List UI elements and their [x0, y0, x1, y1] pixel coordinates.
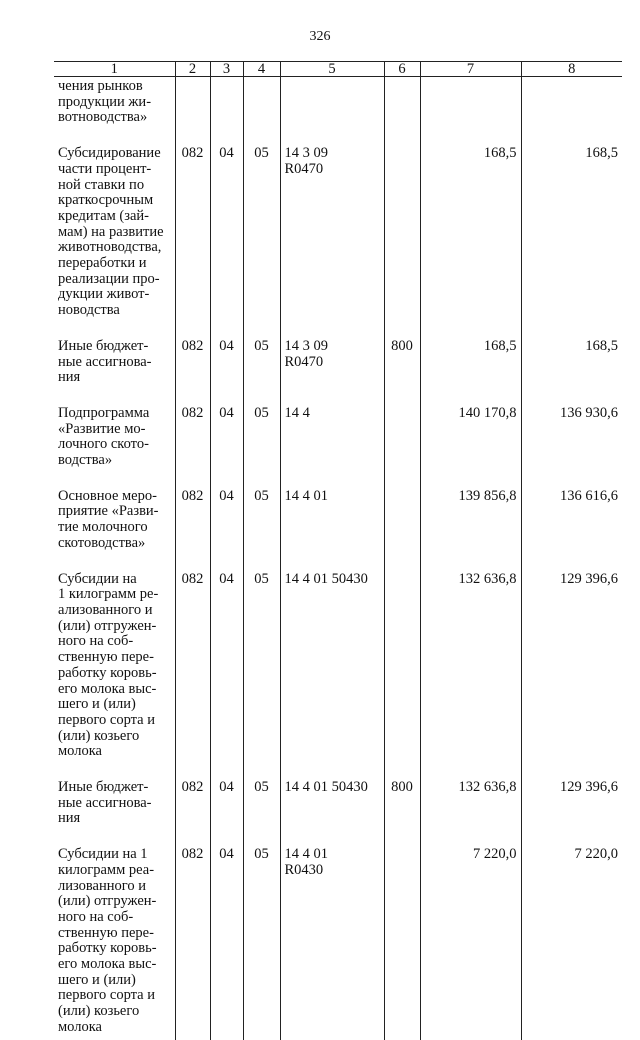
expense-type-code: 800: [384, 335, 420, 402]
column-header: 5: [280, 62, 384, 77]
section-code: 04: [210, 142, 243, 335]
target-article-code: 14 3 09 R0470: [280, 142, 384, 335]
amount-year-2: 136 930,6: [521, 402, 622, 485]
target-article-code: 14 4: [280, 402, 384, 485]
target-article-code: 14 4 01: [280, 485, 384, 568]
row-name: Иные бюджет- ные ассигнова- ния: [54, 335, 175, 402]
row-name: чения рынков продукции жи- вотноводства»: [54, 77, 175, 143]
row-name: Иные бюджет- ные ассигнова- ния: [54, 776, 175, 843]
subsection-code: 05: [243, 843, 280, 1039]
expense-type-code: [384, 142, 420, 335]
row-name: Субсидии на 1 килограмм реа- лизованного и (или) отгружен- ного на соб- ственную пере- работку коровь- его молока выс- шего и (или) первого сорта и (или) козьего молока: [54, 843, 175, 1039]
expense-type-code: [384, 568, 420, 776]
amount-year-1: 132 636,8: [420, 776, 521, 843]
amount-year-2: 129 396,6: [521, 568, 622, 776]
amount-year-1: 168,5: [420, 335, 521, 402]
amount-year-2: 168,5: [521, 335, 622, 402]
ministry-code: 082: [175, 843, 210, 1039]
ministry-code: 082: [175, 776, 210, 843]
ministry-code: 082: [175, 142, 210, 335]
target-article-code: 14 4 01 50430: [280, 568, 384, 776]
target-article-code: 14 3 09 R0470: [280, 335, 384, 402]
amount-year-2: 129 396,6: [521, 776, 622, 843]
subsection-code: 05: [243, 335, 280, 402]
column-header: 1: [54, 62, 175, 77]
subsection-code: 05: [243, 402, 280, 485]
section-code: 04: [210, 776, 243, 843]
expense-type-code: [384, 77, 420, 143]
expense-type-code: [384, 402, 420, 485]
page-number: 326: [309, 29, 331, 44]
amount-year-1: 168,5: [420, 142, 521, 335]
table-row: [54, 776, 622, 843]
section-code: 04: [210, 402, 243, 485]
subsection-code: 05: [243, 568, 280, 776]
ministry-code: 082: [175, 335, 210, 402]
subsection-code: 05: [243, 776, 280, 843]
table-row: [54, 77, 622, 143]
row-name: Субсидирование части процент- ной ставки по краткосрочным кредитам (зай- мам) на развитие животноводства, переработки и реализации про- дукции живот- новодства: [54, 142, 175, 335]
column-header: 7: [420, 62, 521, 77]
subsection-code: [243, 77, 280, 143]
column-header: 6: [384, 62, 420, 77]
expense-type-code: [384, 485, 420, 568]
amount-year-1: 140 170,8: [420, 402, 521, 485]
amount-year-1: 139 856,8: [420, 485, 521, 568]
amount-year-2: [521, 77, 622, 143]
section-code: 04: [210, 485, 243, 568]
target-article-code: 14 4 01 50430: [280, 776, 384, 843]
amount-year-2: 136 616,6: [521, 485, 622, 568]
section-code: 04: [210, 843, 243, 1039]
ministry-code: 082: [175, 568, 210, 776]
section-code: [210, 77, 243, 143]
expense-type-code: 800: [384, 776, 420, 843]
column-header: 8: [521, 62, 622, 77]
ministry-code: 082: [175, 402, 210, 485]
target-article-code: 14 4 01 R0430: [280, 843, 384, 1039]
table-header-row: [54, 62, 622, 77]
table-row: [54, 568, 622, 776]
row-name: Субсидии на 1 килограмм ре- ализованного и (или) отгружен- ного на соб- ственную пере- работку коровь- его молока выс- шего и (или) первого сорта и (или) козьего молока: [54, 568, 175, 776]
target-article-code: [280, 77, 384, 143]
amount-year-1: 132 636,8: [420, 568, 521, 776]
amount-year-1: 7 220,0: [420, 843, 521, 1039]
ministry-code: [175, 77, 210, 143]
table-row: [54, 843, 622, 1039]
table-row: [54, 335, 622, 402]
amount-year-2: 7 220,0: [521, 843, 622, 1039]
amount-year-1: [420, 77, 521, 143]
amount-year-2: 168,5: [521, 142, 622, 335]
column-header: 3: [210, 62, 243, 77]
ministry-code: 082: [175, 485, 210, 568]
column-header: 2: [175, 62, 210, 77]
column-header: 4: [243, 62, 280, 77]
budget-table: [54, 61, 622, 1040]
table-row: [54, 485, 622, 568]
subsection-code: 05: [243, 485, 280, 568]
row-name: Подпрограмма «Развитие мо- лочного ското- водства»: [54, 402, 175, 485]
section-code: 04: [210, 335, 243, 402]
table-row: [54, 402, 622, 485]
table-row: [54, 142, 622, 335]
row-name: Основное меро- приятие «Разви- тие молочного скотоводства»: [54, 485, 175, 568]
expense-type-code: [384, 843, 420, 1039]
section-code: 04: [210, 568, 243, 776]
subsection-code: 05: [243, 142, 280, 335]
